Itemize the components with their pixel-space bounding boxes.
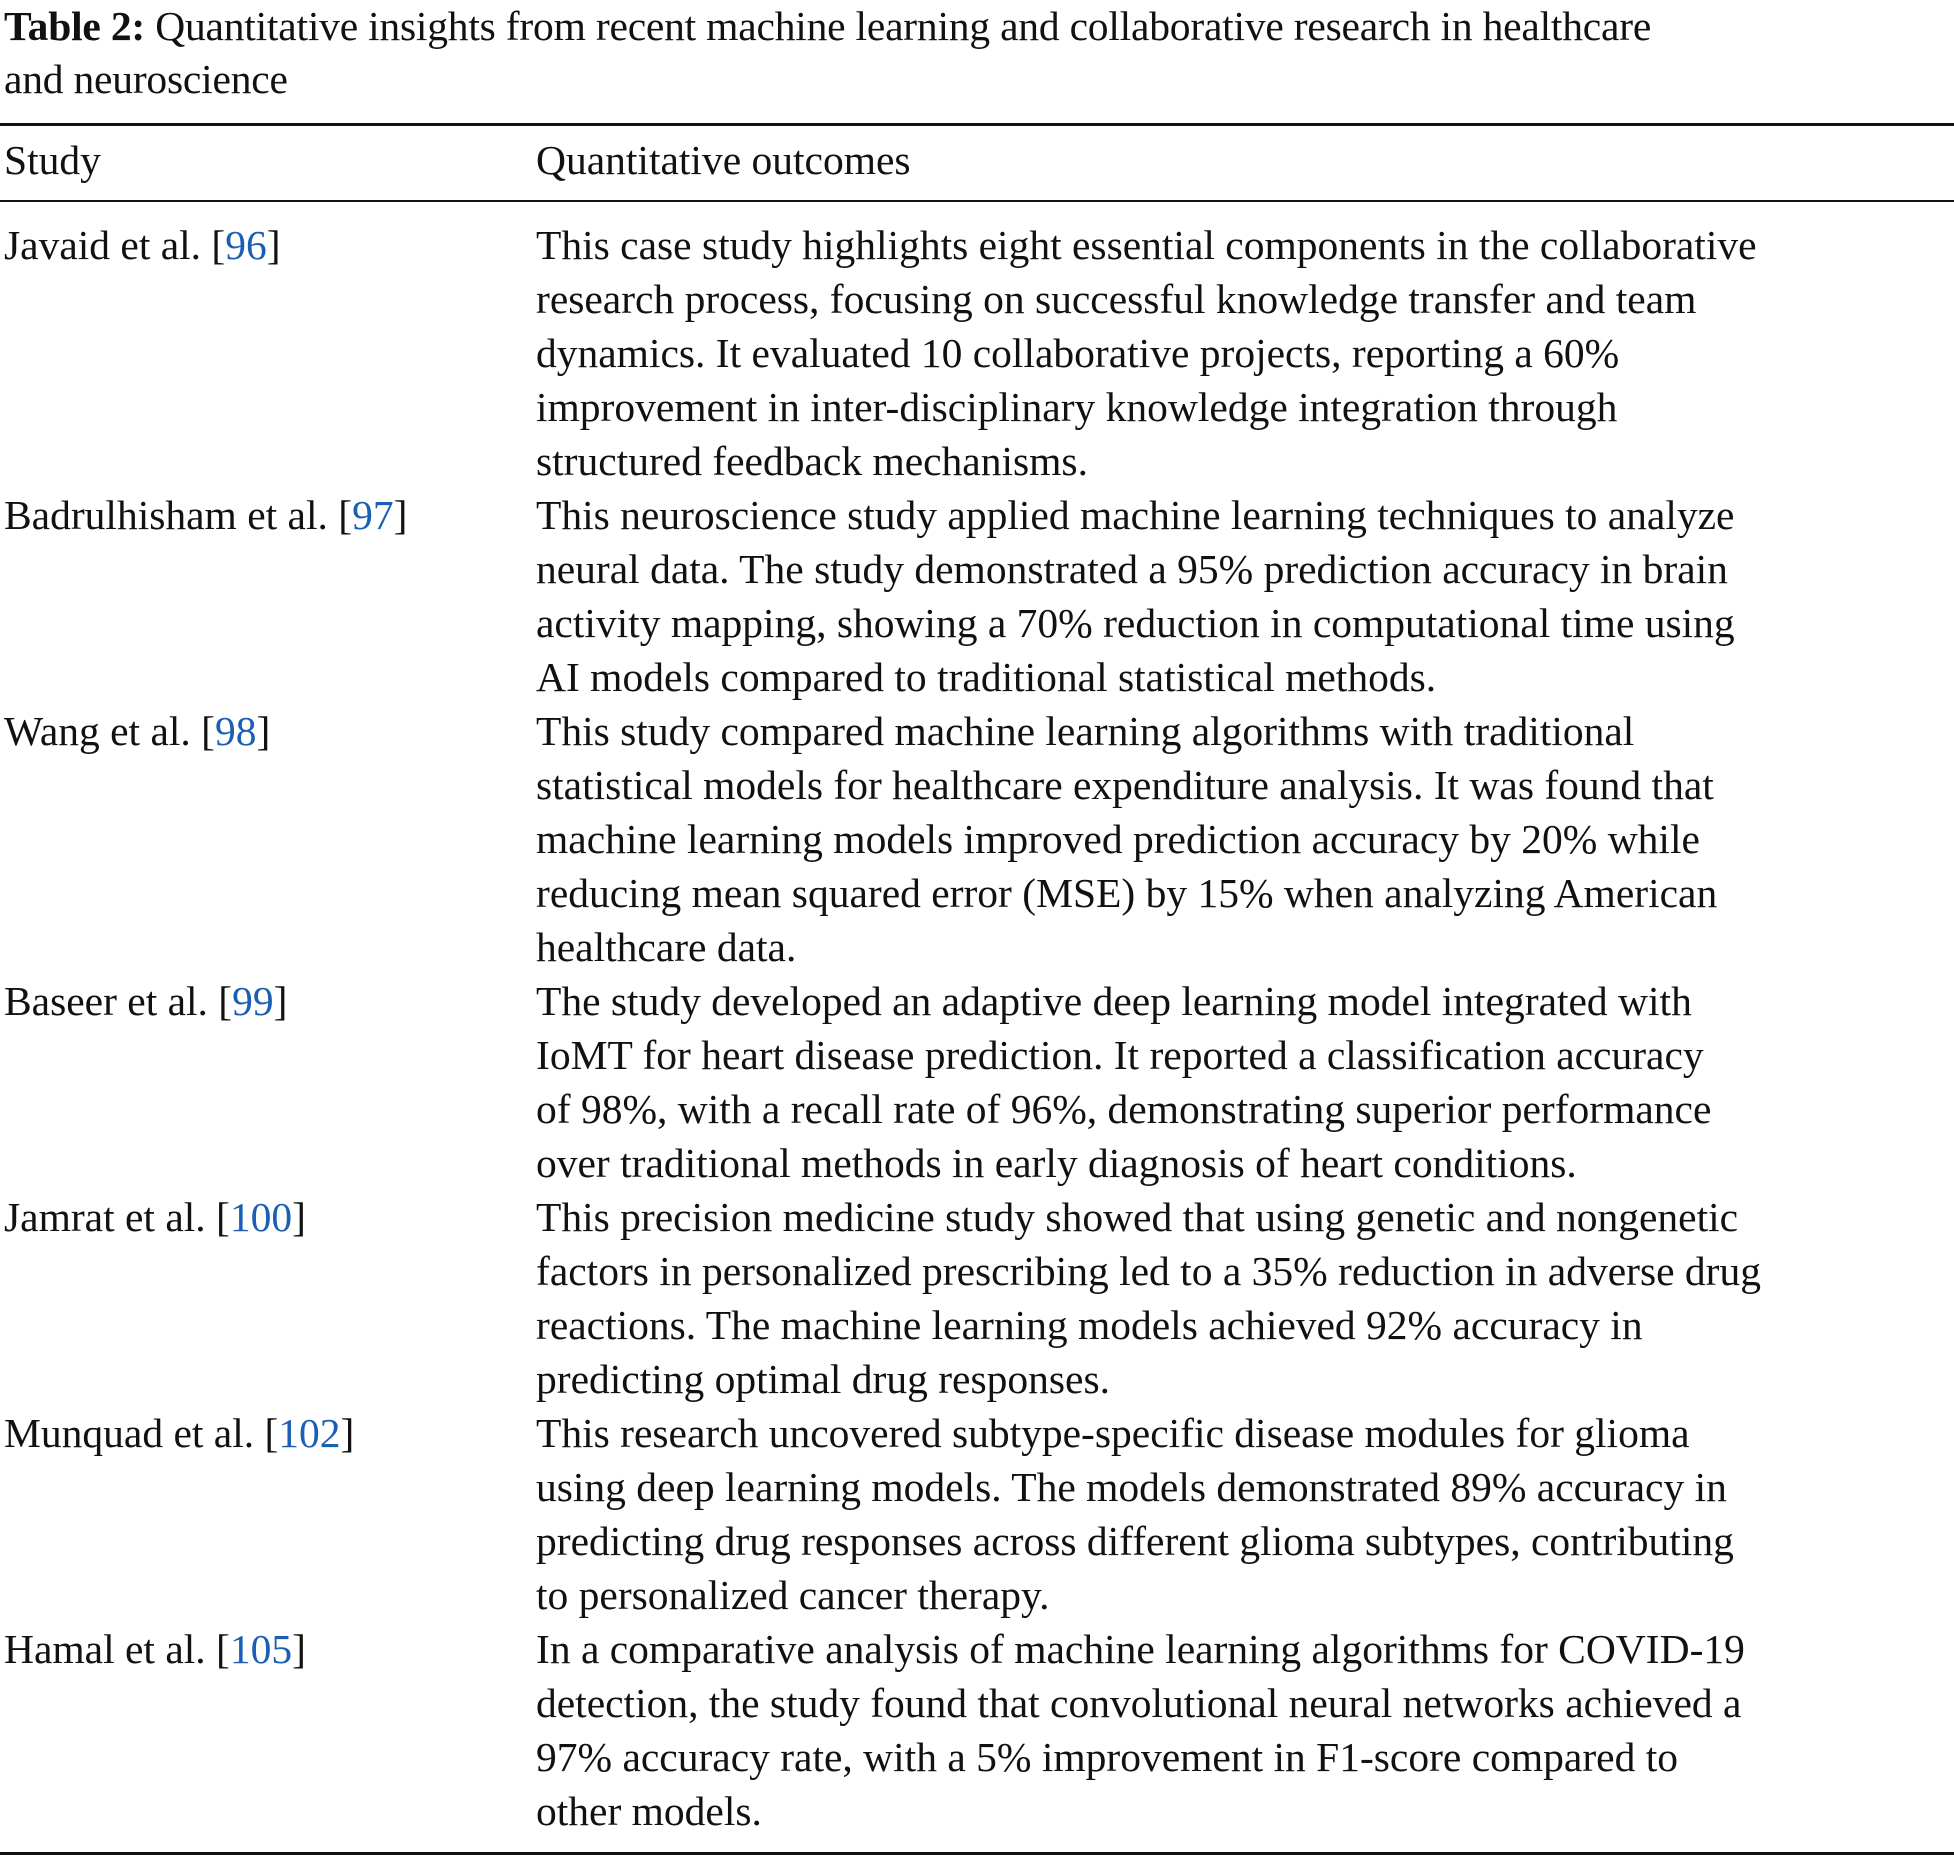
outcome-line: This precision medicine study showed that using genetic and nongenetic [536,1194,1739,1240]
outcome-line: This study compared machine learning algorithms with traditional [536,708,1635,754]
study-cell [0,1190,536,1244]
table-row [0,218,1954,488]
outcome-cell [536,974,1954,1190]
study-cell [0,704,536,758]
study-name: Wang et al. [ [4,708,215,754]
outcome-cell [536,704,1954,974]
citation-link[interactable]: 105 [229,1626,293,1672]
citation-link[interactable]: 97 [352,492,394,538]
outcome-line: machine learning models improved prediction accuracy by 20% while [536,816,1700,862]
outcome-line: other models. [536,1788,762,1834]
outcome-cell [536,1406,1954,1622]
study-name: Jamrat et al. [ [4,1194,230,1240]
outcome-line: detection, the study found that convolutional neural networks achieved a [536,1680,1742,1726]
outcome-line: IoMT for heart disease prediction. It reported a classification accuracy [536,1032,1704,1078]
study-cell [0,1406,536,1460]
citation-link[interactable]: 100 [229,1194,293,1240]
outcome-line: reactions. The machine learning models achieved 92% accuracy in [536,1302,1643,1348]
table-caption [4,0,1950,106]
citation-bracket: ] [256,708,271,754]
outcome-line: structured feedback mechanisms. [536,438,1088,484]
study-name: Baseer et al. [ [4,978,233,1024]
outcome-line: of 98%, with a recall rate of 96%, demonstrating superior performance [536,1086,1712,1132]
outcome-line: over traditional methods in early diagnosis of heart conditions. [536,1140,1577,1186]
header-rule [0,200,1954,202]
outcome-line: neural data. The study demonstrated a 95% prediction accuracy in brain [536,546,1728,592]
outcome-cell [536,1622,1954,1838]
outcome-line: statistical models for healthcare expenditure analysis. It was found that [536,762,1714,808]
study-name: Hamal et al. [ [4,1626,230,1672]
outcome-line: This neuroscience study applied machine learning techniques to analyze [536,492,1735,538]
table-row [0,1190,1954,1406]
study-cell [0,488,536,542]
outcome-line: 97% accuracy rate, with a 5% improvement in F1-score compared to [536,1734,1678,1780]
table-row [0,488,1954,704]
table-row [0,1622,1954,1838]
outcome-line: factors in personalized prescribing led to a 35% reduction in adverse drug [536,1248,1761,1294]
outcome-cell [536,218,1954,488]
citation-link[interactable]: 98 [215,708,257,754]
outcome-line: This case study highlights eight essential components in the collaborative [536,222,1757,268]
outcome-line: AI models compared to traditional statistical methods. [536,654,1437,700]
outcome-line: healthcare data. [536,924,797,970]
citation-bracket: ] [266,222,281,268]
bottom-rule [0,1852,1954,1855]
table-row [0,704,1954,974]
outcome-line: The study developed an adaptive deep learning model integrated with [536,978,1692,1024]
outcome-line: reducing mean squared error (MSE) by 15% when analyzing American [536,870,1718,916]
caption-label: Table 2: [4,3,145,49]
outcome-line: research process, focusing on successful knowledge transfer and team [536,276,1697,322]
caption-line-1 [4,0,1950,53]
study-cell [0,218,536,272]
outcome-line: This research uncovered subtype-specific disease modules for glioma [536,1410,1690,1456]
outcome-cell [536,1190,1954,1406]
caption-text-1: Quantitative insights from recent machine learning and collaborative research in healthcare [155,3,1652,49]
study-cell [0,974,536,1028]
table-body [0,218,1954,1838]
citation-bracket: ] [292,1194,306,1240]
caption-text-2: and neuroscience [4,56,288,102]
table-row [0,1406,1954,1622]
outcome-line: to personalized cancer therapy. [536,1572,1050,1618]
citation-bracket: ] [393,492,408,538]
study-cell [0,1622,536,1676]
citation-bracket: ] [273,978,288,1024]
citation-bracket: ] [340,1410,355,1456]
citation-link[interactable]: 96 [225,222,267,268]
outcome-line: dynamics. It evaluated 10 collaborative projects, reporting a 60% [536,330,1620,376]
table-row [0,974,1954,1190]
outcome-line: using deep learning models. The models demonstrated 89% accuracy in [536,1464,1727,1510]
outcome-line: activity mapping, showing a 70% reduction in computational time using [536,600,1735,646]
study-name: Badrulhisham et al. [ [4,492,353,538]
outcome-cell [536,488,1954,704]
outcome-line: predicting drug responses across different glioma subtypes, contributing [536,1518,1734,1564]
outcome-line: improvement in inter-disciplinary knowledge integration through [536,384,1618,430]
header-study: Study [4,137,101,183]
citation-bracket: ] [292,1626,306,1672]
outcome-line: In a comparative analysis of machine learning algorithms for COVID-19 [536,1626,1745,1672]
study-name: Javaid et al. [ [4,222,226,268]
citation-link[interactable]: 102 [278,1410,341,1456]
outcome-line: predicting optimal drug responses. [536,1356,1110,1402]
top-rule [0,123,1954,126]
citation-link[interactable]: 99 [232,978,274,1024]
study-name: Munquad et al. [ [4,1410,279,1456]
header-outcomes: Quantitative outcomes [536,137,911,183]
